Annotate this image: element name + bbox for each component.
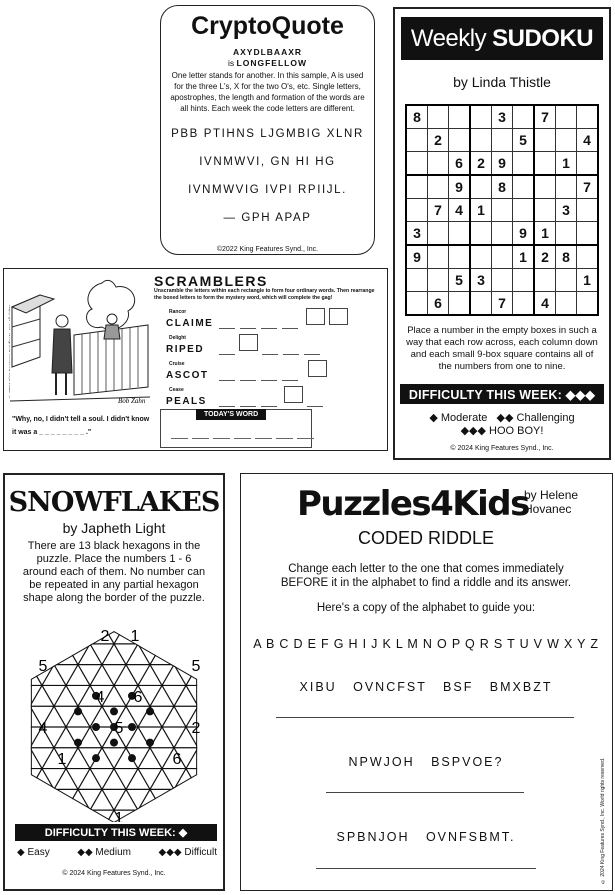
cryptoquote-copyright: ©2022 King Features Synd., Inc. bbox=[216, 246, 319, 253]
sudoku-title-light: Weekly bbox=[410, 24, 487, 52]
sudoku-cell[interactable] bbox=[577, 245, 599, 269]
sudoku-cell[interactable] bbox=[513, 269, 535, 292]
level-medium: ◆◆ Medium bbox=[77, 847, 131, 858]
scramblers-intro: Unscramble the letters within each rectangle to form four ordinary words. Then rearrange the boxed letters to form the mystery word, which will complete the gag! bbox=[154, 288, 375, 301]
sudoku-cell[interactable] bbox=[470, 292, 492, 316]
sudoku-cell[interactable] bbox=[428, 222, 449, 246]
sudoku-cell[interactable] bbox=[470, 222, 492, 246]
snowflakes-title: SNOWFLAKES bbox=[8, 487, 220, 518]
sudoku-cell[interactable] bbox=[577, 292, 599, 316]
sudoku-cell[interactable] bbox=[428, 245, 449, 269]
crypto-line: PBB PTIHNS LJGMBIG XLNR bbox=[171, 128, 364, 140]
level-easy: ◆ Easy bbox=[17, 847, 50, 858]
clue-label: Cease bbox=[169, 387, 184, 393]
answer-blanks bbox=[262, 344, 320, 355]
sudoku-cell[interactable] bbox=[534, 152, 556, 176]
clue-label: Delight bbox=[169, 335, 186, 341]
crypto-line: IVNMWVIG IVPI RPIIJL. bbox=[188, 184, 347, 196]
sudoku-cell[interactable]: 3 bbox=[556, 199, 577, 222]
sudoku-cell[interactable]: 5 bbox=[513, 129, 535, 152]
puzzles4kids-side-copyright: © 2024 King Features Synd., Inc. World rights reserved. bbox=[600, 757, 606, 884]
black-hexagon bbox=[92, 754, 100, 762]
answer-box[interactable] bbox=[308, 360, 327, 377]
sudoku-cell[interactable]: 2 bbox=[470, 152, 492, 176]
black-hexagon bbox=[110, 739, 118, 747]
black-hexagon bbox=[128, 723, 136, 731]
sudoku-cell[interactable]: 9 bbox=[513, 222, 535, 246]
sudoku-cell[interactable]: 6 bbox=[428, 292, 449, 316]
sudoku-cell[interactable] bbox=[492, 129, 513, 152]
sudoku-title bbox=[401, 17, 603, 60]
sudoku-cell[interactable]: 2 bbox=[428, 129, 449, 152]
sudoku-cell[interactable] bbox=[492, 199, 513, 222]
sudoku-title-bold: SUDOKU bbox=[492, 24, 594, 52]
grid-line bbox=[9, 627, 196, 822]
sudoku-cell[interactable]: 1 bbox=[513, 245, 535, 269]
snowflakes-instructions: There are 13 black hexagons in the puzzle. Place the numbers 1 - 6 around each of them. No number can be repeated in any partial hexagon shape along the border of the puzzle. bbox=[22, 540, 206, 604]
black-hexagon bbox=[92, 723, 100, 731]
coded-line: NPWJOH BSPVOE? bbox=[348, 755, 504, 769]
sudoku-levels-line1: ◆ Moderate ◆◆ Challenging bbox=[429, 412, 575, 424]
scramblers-panel bbox=[3, 268, 388, 451]
sudoku-cell[interactable] bbox=[513, 175, 535, 199]
sudoku-cell[interactable]: 3 bbox=[470, 269, 492, 292]
todays-word-label: TODAY'S WORD bbox=[196, 409, 266, 420]
sudoku-cell[interactable] bbox=[534, 175, 556, 199]
puzzles4kids-guide: Here's a copy of the alphabet to guide you: bbox=[316, 602, 536, 614]
sudoku-cell[interactable] bbox=[577, 222, 599, 246]
sudoku-cell[interactable]: 7 bbox=[577, 175, 599, 199]
sudoku-cell[interactable] bbox=[513, 152, 535, 176]
sudoku-cell[interactable] bbox=[492, 269, 513, 292]
snowflakes-grid bbox=[9, 627, 219, 822]
sudoku-cell[interactable]: 8 bbox=[406, 105, 428, 129]
given-number: 5 bbox=[191, 658, 201, 675]
sudoku-cell[interactable]: 4 bbox=[449, 199, 471, 222]
sudoku-cell[interactable] bbox=[556, 269, 577, 292]
sudoku-cell[interactable]: 8 bbox=[492, 175, 513, 199]
sudoku-cell[interactable] bbox=[470, 129, 492, 152]
sudoku-copyright: © 2024 King Features Synd., Inc. bbox=[450, 445, 554, 452]
sudoku-cell[interactable] bbox=[428, 269, 449, 292]
sudoku-cell[interactable] bbox=[406, 152, 428, 176]
snowflakes-panel bbox=[3, 473, 225, 891]
sudoku-cell[interactable] bbox=[428, 175, 449, 199]
answer-line[interactable] bbox=[316, 868, 536, 869]
sample-code: AXYDLBAAXR bbox=[232, 47, 303, 57]
sample-answer: LONGFELLOW bbox=[236, 58, 307, 68]
sudoku-cell[interactable] bbox=[577, 105, 599, 129]
sudoku-cell[interactable] bbox=[449, 222, 471, 246]
byline-line1: by Helene bbox=[524, 488, 579, 502]
sudoku-cell[interactable]: 9 bbox=[449, 175, 471, 199]
sudoku-cell[interactable] bbox=[449, 292, 471, 316]
sudoku-cell[interactable]: 9 bbox=[406, 245, 428, 269]
sudoku-cell[interactable] bbox=[449, 129, 471, 152]
sudoku-cell[interactable]: 9 bbox=[492, 152, 513, 176]
sudoku-cell[interactable]: 5 bbox=[449, 269, 471, 292]
sudoku-cell[interactable] bbox=[492, 222, 513, 246]
answer-box[interactable] bbox=[284, 386, 303, 403]
answer-line[interactable] bbox=[276, 717, 574, 718]
given-number: 1 bbox=[130, 628, 140, 645]
given-number: 5 bbox=[114, 720, 124, 737]
clue-label: Rancor bbox=[169, 309, 187, 315]
scrambled-word: ASCOT bbox=[166, 370, 209, 381]
puzzles4kids-byline bbox=[524, 488, 578, 516]
puzzles4kids-instructions: Change each letter to the one that comes immediately BEFORE it in the alphabet to find a riddle and its answer. bbox=[280, 563, 572, 589]
sudoku-cell[interactable]: 1 bbox=[577, 269, 599, 292]
sudoku-cell[interactable] bbox=[513, 199, 535, 222]
sudoku-cell[interactable] bbox=[534, 129, 556, 152]
puzzles4kids-brand: Puzzles4Kids bbox=[297, 484, 529, 524]
sudoku-cell[interactable] bbox=[406, 175, 428, 199]
sudoku-cell[interactable] bbox=[428, 105, 449, 129]
black-hexagon bbox=[128, 754, 136, 762]
given-number: 1 bbox=[57, 751, 67, 768]
sudoku-cell[interactable] bbox=[470, 245, 492, 269]
scramblers-title: SCRAMBLERS bbox=[154, 273, 268, 289]
cartoon-signature: Bob Zahn bbox=[118, 397, 146, 405]
sudoku-cell[interactable] bbox=[534, 269, 556, 292]
sudoku-cell[interactable] bbox=[513, 292, 535, 316]
sudoku-cell[interactable] bbox=[406, 129, 428, 152]
answer-blanks bbox=[219, 344, 235, 355]
sudoku-cell[interactable]: 4 bbox=[577, 129, 599, 152]
sudoku-cell[interactable] bbox=[534, 199, 556, 222]
sudoku-cell[interactable]: 6 bbox=[449, 152, 471, 176]
sudoku-cell[interactable] bbox=[406, 269, 428, 292]
sudoku-cell[interactable] bbox=[556, 222, 577, 246]
given-number: 2 bbox=[191, 720, 201, 737]
answer-box[interactable] bbox=[306, 308, 325, 325]
answer-box[interactable] bbox=[329, 308, 348, 325]
sudoku-cell[interactable] bbox=[470, 175, 492, 199]
answer-blanks bbox=[219, 370, 298, 381]
black-hexagon bbox=[74, 707, 82, 715]
sudoku-cell[interactable] bbox=[449, 105, 471, 129]
sudoku-cell[interactable] bbox=[492, 245, 513, 269]
crypto-line: IVNMWVI, GN HI HG bbox=[199, 156, 336, 168]
sudoku-cell[interactable]: 8 bbox=[556, 245, 577, 269]
sudoku-cell[interactable] bbox=[406, 292, 428, 316]
given-number: 1 bbox=[114, 810, 124, 822]
puzzles4kids-panel bbox=[240, 473, 613, 891]
snowflakes-levels bbox=[17, 847, 217, 858]
answer-box[interactable] bbox=[239, 334, 258, 351]
sudoku-cell[interactable] bbox=[556, 105, 577, 129]
given-number: 5 bbox=[38, 658, 48, 675]
cartoon-illustration bbox=[10, 277, 150, 409]
cryptoquote-panel bbox=[160, 5, 375, 255]
answer-line[interactable] bbox=[326, 792, 524, 793]
sudoku-levels-line2: ◆◆◆ HOO BOY! bbox=[460, 425, 544, 437]
todays-word-box[interactable] bbox=[160, 409, 312, 448]
sudoku-cell[interactable] bbox=[449, 245, 471, 269]
sudoku-cell[interactable]: 1 bbox=[470, 199, 492, 222]
clue-label: Cruise bbox=[169, 361, 185, 367]
sudoku-cell[interactable] bbox=[428, 152, 449, 176]
byline-line2: Hovanec bbox=[524, 502, 572, 516]
cryptoquote-rules: One letter stands for another. In this sample, A is used for the three L's, X for the two O's, etc. Single letters, apostrophes, the length and formation of the words are all hints. Each week the code letters are different. bbox=[170, 71, 365, 113]
sudoku-cell[interactable] bbox=[577, 199, 599, 222]
snowflakes-difficulty: DIFFICULTY THIS WEEK: ◆ bbox=[15, 824, 217, 841]
sudoku-cell[interactable]: 7 bbox=[428, 199, 449, 222]
sudoku-cell[interactable]: 7 bbox=[492, 292, 513, 316]
given-number: 4 bbox=[95, 689, 105, 706]
snowflakes-copyright: © 2024 King Features Synd., Inc. bbox=[62, 870, 166, 877]
given-number: 2 bbox=[100, 628, 110, 645]
sudoku-cell[interactable] bbox=[556, 129, 577, 152]
sudoku-cell[interactable]: 3 bbox=[492, 105, 513, 129]
black-hexagon bbox=[146, 739, 154, 747]
cryptoquote-title: CryptoQuote bbox=[191, 12, 344, 40]
scrambled-word: RIPED bbox=[166, 344, 205, 355]
grid-line bbox=[9, 627, 196, 822]
sudoku-levels bbox=[395, 412, 609, 438]
sample-is: is bbox=[228, 58, 235, 68]
black-hexagon bbox=[74, 739, 82, 747]
sudoku-cell[interactable]: 1 bbox=[556, 152, 577, 176]
sudoku-cell[interactable] bbox=[406, 199, 428, 222]
given-number: 4 bbox=[38, 720, 48, 737]
sudoku-cell[interactable]: 7 bbox=[534, 105, 556, 129]
sudoku-cell[interactable] bbox=[556, 175, 577, 199]
sample-answer-line bbox=[161, 58, 374, 68]
sudoku-difficulty: DIFFICULTY THIS WEEK: ◆◆◆ bbox=[400, 384, 604, 404]
black-hexagon bbox=[110, 707, 118, 715]
answer-blanks bbox=[307, 396, 323, 407]
snowflakes-byline: by Japheth Light bbox=[62, 520, 166, 536]
crypto-author: — GPH APAP bbox=[223, 212, 312, 224]
black-hexagon bbox=[146, 707, 154, 715]
sudoku-panel bbox=[393, 7, 611, 460]
sudoku-cell[interactable] bbox=[470, 105, 492, 129]
coded-line: SPBNJOH OVNFSBMT. bbox=[336, 830, 516, 844]
scrambled-word: PEALS bbox=[166, 396, 207, 407]
cartoon-caption: "Why, no, I didn't tell a soul. I didn't know it was a _ _ _ _ _ _ _ _ ." bbox=[12, 416, 150, 436]
sudoku-cell[interactable]: 1 bbox=[534, 222, 556, 246]
sudoku-cell[interactable]: 4 bbox=[534, 292, 556, 316]
answer-blanks bbox=[219, 318, 298, 329]
scrambled-word: CLAIME bbox=[166, 318, 214, 329]
sudoku-cell[interactable]: 2 bbox=[534, 245, 556, 269]
alphabet-guide: A B C D E F G H I J K L M N O P Q R S T U V W X Y Z bbox=[253, 637, 599, 651]
given-number: 6 bbox=[133, 689, 143, 706]
sudoku-byline: by Linda Thistle bbox=[453, 74, 551, 90]
coded-line: XIBU OVNCFST BSF BMXBZT bbox=[299, 680, 553, 694]
sudoku-cell[interactable] bbox=[513, 105, 535, 129]
level-difficult: ◆◆◆ Difficult bbox=[158, 847, 217, 858]
sudoku-cell[interactable]: 3 bbox=[406, 222, 428, 246]
puzzles4kids-subtitle: CODED RIDDLE bbox=[357, 528, 495, 548]
sudoku-grid bbox=[405, 104, 599, 316]
answer-blanks bbox=[219, 396, 277, 407]
given-number: 6 bbox=[172, 751, 182, 768]
sudoku-cell[interactable] bbox=[577, 152, 599, 176]
sudoku-cell[interactable] bbox=[556, 292, 577, 316]
sudoku-instructions: Place a number in the empty boxes in such a way that each row across, each column down and each small 9-box square contains all of the numbers from one to nine. bbox=[406, 325, 598, 372]
